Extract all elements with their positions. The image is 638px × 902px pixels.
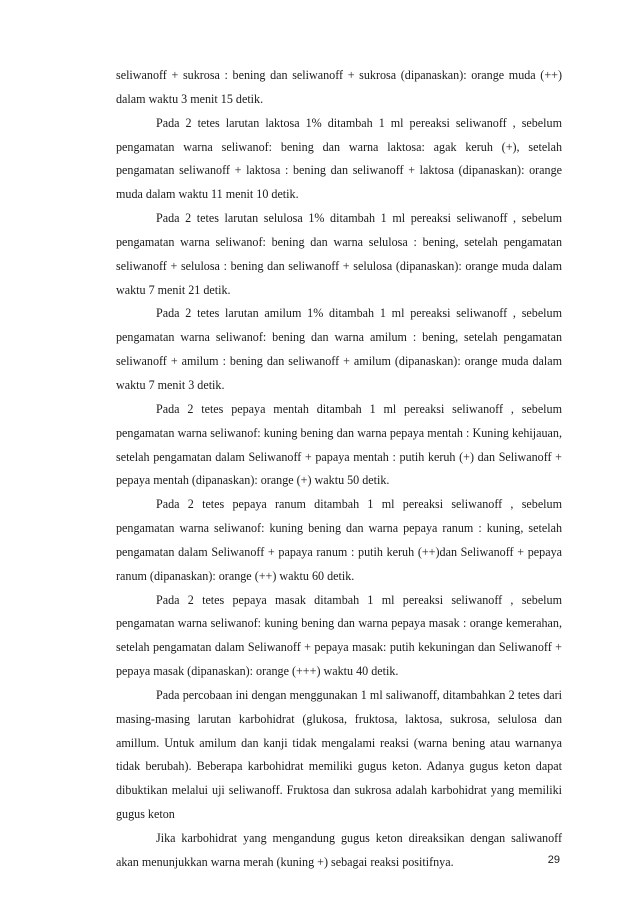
paragraph-selulosa: Pada 2 tetes larutan selulosa 1% ditambah 1 ml pereaksi seliwanoff , sebelum pengamatan warna seliwanof: bening dan warna selulosa : bening, setelah pengamatan seliwanoff + selulosa : bening dan seliwanoff + selulosa (dipanaskan): orange muda dalam waktu 7 menit 21 detik. (116, 211, 562, 297)
paragraph-sukrosa-continuation: seliwanoff + sukrosa : bening dan seliwanoff + sukrosa (dipanaskan): orange muda (++) dalam waktu 3 menit 15 detik. (116, 68, 562, 106)
page-number: 29 (547, 854, 560, 866)
paragraph-laktosa: Pada 2 tetes larutan laktosa 1% ditambah 1 ml pereaksi seliwanoff , sebelum pengamatan warna seliwanof: bening dan warna laktosa: agak keruh (+), setelah pengamatan seliwanoff + laktosa : bening dan seliwanoff + laktosa (dipanaskan): orange muda dalam waktu 11 menit 10 detik. (116, 115, 562, 202)
paragraph-pepaya-masak: Pada 2 tetes pepaya masak ditambah 1 ml pereaksi seliwanoff , sebelum pengamatan warna seliwanof: kuning bening dan warna pepaya masak : orange kemerahan, setelah pengamatan dalam Seliwanoff + pepaya masak: putih kekuningan dan Seliwanoff + pepaya masak (dipanaskan): orange (+++) waktu 40 detik. (116, 592, 562, 679)
paragraph-pepaya-mentah: Pada 2 tetes pepaya mentah ditambah 1 ml pereaksi seliwanoff , sebelum pengamatan warna seliwanof: kuning bening dan warna pepaya mentah : Kuning kehijauan, setelah pengamatan dalam Seliwanoff + papaya mentah : putih keruh (+) dan Seliwanoff + pepaya mentah (dipanaskan): orange (+) waktu 50 detik. (116, 401, 562, 488)
paragraph-discussion: Pada percobaan ini dengan menggunakan 1 ml saliwanoff, ditambahkan 2 tetes dari masing-masing larutan karbohidrat (glukosa, fruktosa, laktosa, sukrosa, selulosa dan amillum. Untuk amilum dan kanji tidak mengalami reaksi (warna bening atau warnanya tidak berubah). Beberapa karbohidrat memiliki gugus keton. Adanya gugus keton dapat dibuktikan melalui uji seliwanoff. Fruktosa dan sukrosa adalah karbohidrat yang memiliki gugus keton (116, 687, 562, 822)
paragraph-keton-reaction: Jika karbohidrat yang mengandung gugus keton direaksikan dengan saliwanoff akan menunjukkan warna merah (kuning +) sebagai reaksi positifnya. (116, 831, 562, 869)
paragraph-amilum: Pada 2 tetes larutan amilum 1% ditambah 1 ml pereaksi seliwanoff , sebelum pengamatan warna seliwanof: bening dan warna amilum : bening, setelah pengamatan seliwanoff + amilum : bening dan seliwanoff + amilum (dipanaskan): orange muda dalam waktu 7 menit 3 detik. (116, 306, 562, 392)
paragraph-pepaya-ranum: Pada 2 tetes pepaya ranum ditambah 1 ml pereaksi seliwanoff , sebelum pengamatan warna seliwanof: kuning bening dan warna pepaya ranum : kuning, setelah pengamatan dalam Seliwanoff + papaya ranum : putih keruh (++)dan Seliwanoff + pepaya ranum (dipanaskan): orange (++) waktu 60 detik. (116, 497, 562, 583)
document-body (116, 64, 562, 875)
